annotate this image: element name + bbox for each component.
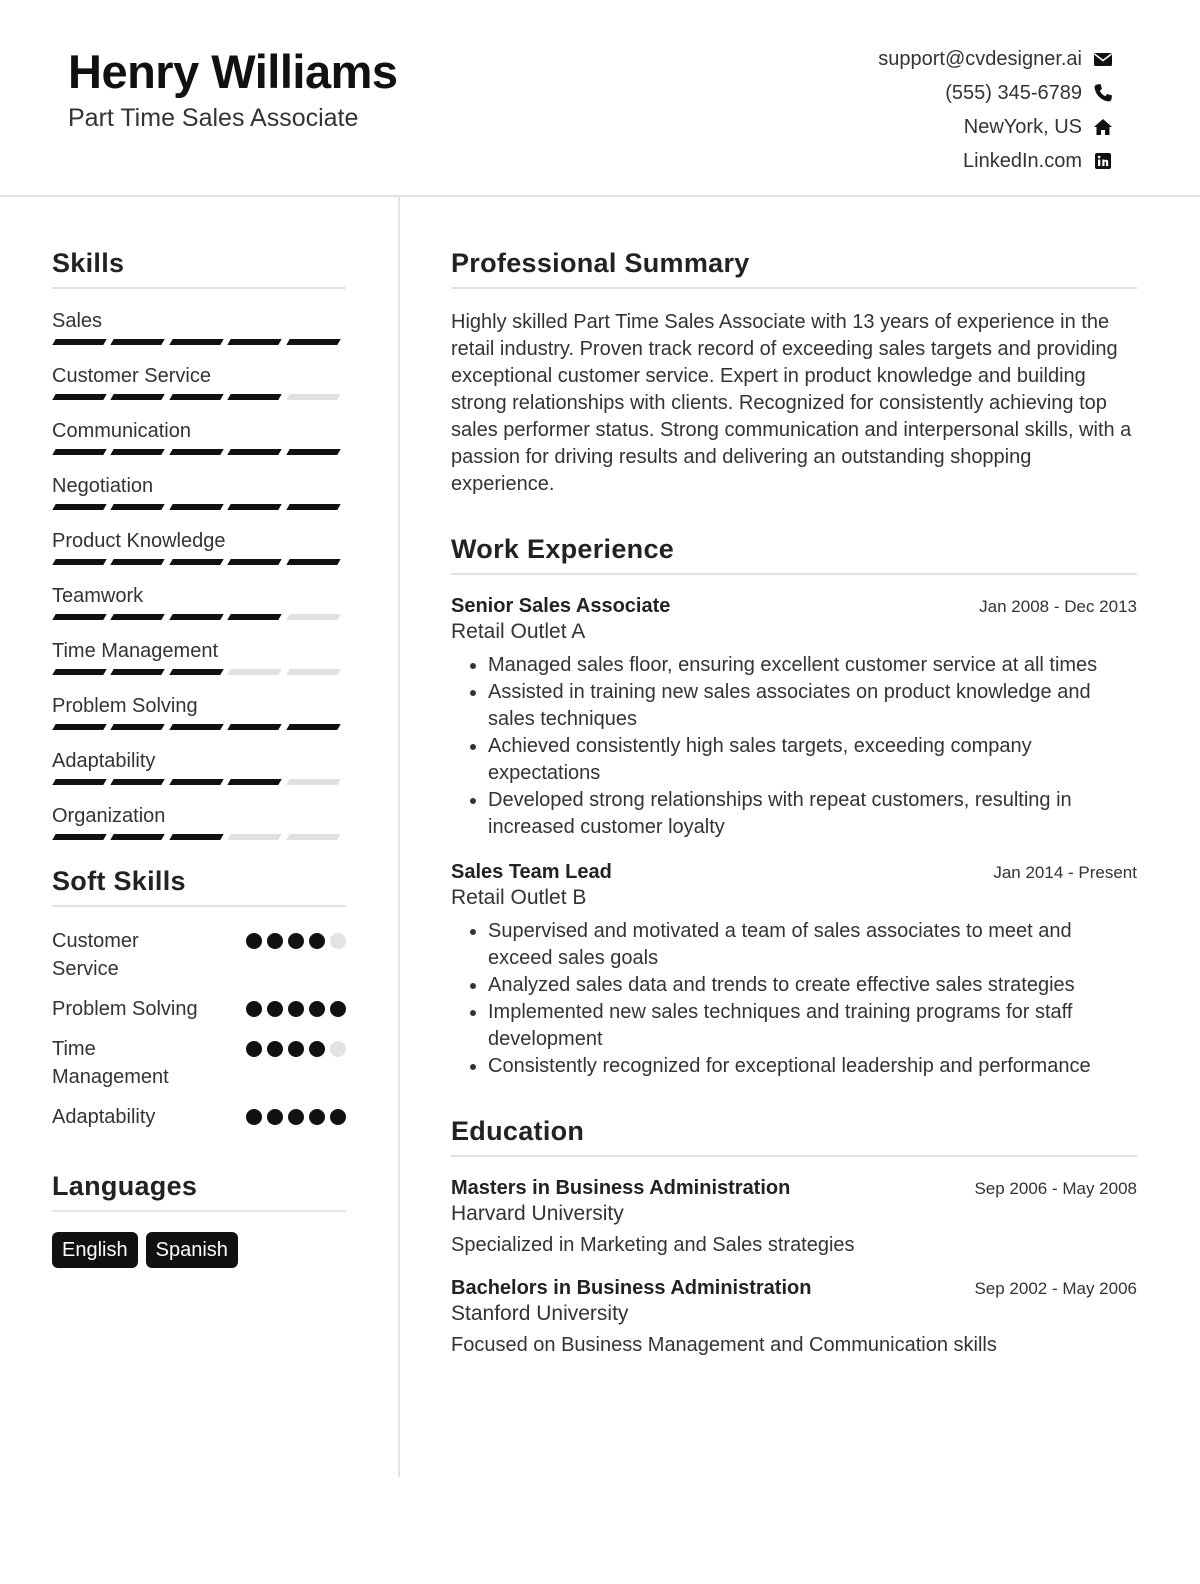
skill-level-segment [111, 339, 166, 345]
skill-level-segment [227, 339, 282, 345]
soft-skill-item [52, 1035, 346, 1091]
rating-dot [309, 1041, 325, 1057]
contact-email-text[interactable]: support@cvdesigner.ai [878, 47, 1082, 70]
rating-dot [288, 1109, 304, 1125]
skill-level-segment [169, 504, 224, 510]
education-title: Education [451, 1116, 1137, 1157]
job-bullet: • Assisted in training new sales associates on product knowledge and sales techniques [488, 679, 1137, 733]
skills-list [52, 309, 346, 840]
job-company: Retail Outlet A [451, 620, 586, 643]
rating-dot [267, 933, 283, 949]
job-title: Senior Sales Associate [451, 595, 671, 617]
rating-dot [246, 1109, 262, 1125]
summary-text: Highly skilled Part Time Sales Associate with 13 years of experience in the retail industry. Proven track record of exceeding sales targets and providing exceptional customer service. Expert in product knowledge and building strong relationships with clients. Recognized for consistently achieving top sales performer status. Strong communication and interpersonal skills, with a passion for driving results and delivering an outstanding shopping experience. [451, 311, 1132, 495]
skill-item [52, 584, 346, 620]
soft-skill-item [52, 927, 346, 983]
skill-level-bar [52, 559, 346, 565]
education-degree: Masters in Business Administration [451, 1177, 791, 1199]
soft-skill-item [52, 1103, 346, 1131]
skill-level-segment [111, 834, 166, 840]
skill-level-segment [227, 504, 282, 510]
job-dates: Jan 2014 - Present [993, 863, 1137, 882]
linkedin-icon [1092, 150, 1114, 172]
skill-level-segment [111, 779, 166, 785]
education-description: Focused on Business Management and Communication skills [451, 1334, 997, 1356]
skill-level-bar [52, 339, 346, 345]
skill-level-bar [52, 724, 346, 730]
skill-level-segment [52, 834, 107, 840]
job-company: Retail Outlet B [451, 886, 587, 909]
home-icon [1092, 116, 1114, 138]
skill-name: Organization [52, 805, 166, 827]
skill-level-segment [286, 779, 341, 785]
skill-level-segment [169, 614, 224, 620]
contact-linkedin[interactable] [878, 144, 1114, 178]
skill-level-segment [169, 834, 224, 840]
contact-email[interactable] [878, 42, 1114, 76]
skill-level-segment [52, 339, 107, 345]
job-entry [451, 861, 1137, 1080]
education-dates: Sep 2002 - May 2006 [974, 1279, 1137, 1298]
job-entry [451, 595, 1137, 841]
job-bullet: • Achieved consistently high sales targets, exceeding company expectations [488, 733, 1137, 787]
rating-dot [267, 1001, 283, 1017]
soft-skills-title: Soft Skills [52, 866, 346, 907]
skill-item [52, 694, 346, 730]
rating-dot [330, 1001, 346, 1017]
skill-name: Negotiation [52, 475, 154, 497]
contact-location [878, 110, 1114, 144]
skill-item [52, 639, 346, 675]
language-badge: English [52, 1232, 138, 1268]
soft-skill-name: Customer Service [52, 930, 139, 980]
job-header [451, 861, 1137, 884]
job-bullet: • Implemented new sales techniques and training programs for staff development [488, 999, 1137, 1053]
soft-skill-name: Adaptability [52, 1106, 156, 1128]
languages-list [52, 1232, 346, 1268]
skill-item [52, 529, 346, 565]
candidate-title: Part Time Sales Associate [68, 104, 359, 132]
skill-level-segment [286, 559, 341, 565]
education-header [451, 1177, 1137, 1200]
skill-name: Sales [52, 310, 103, 332]
rating-dot [330, 1109, 346, 1125]
education-description: Specialized in Marketing and Sales strategies [451, 1234, 855, 1256]
skill-level-bar [52, 834, 346, 840]
skills-title: Skills [52, 248, 346, 289]
column-divider [398, 197, 400, 1477]
summary-title: Professional Summary [451, 248, 1137, 289]
skill-level-segment [227, 449, 282, 455]
rating-dot [330, 933, 346, 949]
skill-level-bar [52, 614, 346, 620]
contact-list [878, 42, 1114, 178]
education-list [451, 1177, 1137, 1357]
skill-level-segment [286, 834, 341, 840]
skill-level-segment [227, 724, 282, 730]
rating-dot [309, 933, 325, 949]
skill-level-segment [111, 504, 166, 510]
rating-dot [309, 1001, 325, 1017]
languages-title: Languages [52, 1171, 346, 1212]
skill-level-segment [227, 779, 282, 785]
skill-level-segment [52, 504, 107, 510]
soft-skill-rating [241, 927, 346, 983]
skill-name: Problem Solving [52, 695, 198, 717]
rating-dot [246, 1001, 262, 1017]
skill-level-bar [52, 504, 346, 510]
skill-name: Product Knowledge [52, 530, 226, 552]
skill-item [52, 804, 346, 840]
skill-level-segment [286, 724, 341, 730]
skill-level-segment [111, 394, 166, 400]
skill-level-segment [52, 559, 107, 565]
education-entry [451, 1277, 1137, 1357]
contact-phone[interactable] [878, 76, 1114, 110]
skill-level-bar [52, 669, 346, 675]
skill-level-segment [52, 614, 107, 620]
job-dates: Jan 2008 - Dec 2013 [979, 597, 1137, 616]
job-bullet: • Consistently recognized for exceptional leadership and performance [488, 1053, 1137, 1080]
education-entry [451, 1177, 1137, 1257]
skill-level-segment [52, 779, 107, 785]
phone-icon [1092, 82, 1114, 104]
rating-dot [330, 1041, 346, 1057]
skill-level-segment [227, 834, 282, 840]
soft-skill-name: Problem Solving [52, 998, 198, 1020]
skill-level-segment [52, 449, 107, 455]
skill-level-segment [169, 449, 224, 455]
rating-dot [246, 1041, 262, 1057]
job-bullet: • Developed strong relationships with repeat customers, resulting in increased customer loyalty [488, 787, 1137, 841]
skill-item [52, 309, 346, 345]
right-column [451, 248, 1137, 1357]
rating-dot [267, 1041, 283, 1057]
work-list [451, 595, 1137, 1080]
skill-name: Communication [52, 420, 191, 442]
rating-dot [309, 1109, 325, 1125]
skill-level-segment [169, 779, 224, 785]
education-degree: Bachelors in Business Administration [451, 1277, 812, 1299]
job-bullet: • Analyzed sales data and trends to create effective sales strategies [488, 972, 1137, 999]
skill-item [52, 474, 346, 510]
job-title: Sales Team Lead [451, 861, 612, 883]
rating-dot [288, 1001, 304, 1017]
skill-level-segment [286, 669, 341, 675]
soft-skill-rating [241, 1103, 346, 1131]
skill-level-bar [52, 394, 346, 400]
envelope-icon [1092, 48, 1114, 70]
skill-level-segment [227, 669, 282, 675]
skill-level-segment [227, 614, 282, 620]
job-bullet: • Supervised and motivated a team of sales associates to meet and exceed sales goals [488, 918, 1137, 972]
soft-skill-rating [241, 995, 346, 1023]
contact-phone-text[interactable]: (555) 345-6789 [945, 81, 1082, 104]
education-school: Stanford University [451, 1302, 629, 1325]
skill-level-segment [52, 724, 107, 730]
job-bullets [451, 652, 1137, 841]
contact-linkedin-text[interactable]: LinkedIn.com [963, 149, 1082, 172]
skill-level-segment [286, 394, 341, 400]
skill-level-segment [169, 669, 224, 675]
skill-level-segment [111, 724, 166, 730]
skill-level-segment [286, 449, 341, 455]
skill-level-bar [52, 779, 346, 785]
skill-name: Adaptability [52, 750, 156, 772]
left-column [52, 248, 346, 1268]
skill-item [52, 749, 346, 785]
skill-level-segment [111, 669, 166, 675]
skill-level-segment [169, 724, 224, 730]
resume-header [0, 0, 1200, 197]
education-header [451, 1277, 1137, 1300]
skill-level-segment [286, 504, 341, 510]
skill-level-segment [169, 394, 224, 400]
skill-level-segment [286, 614, 341, 620]
job-header [451, 595, 1137, 618]
language-badge: Spanish [146, 1232, 238, 1268]
skill-level-segment [111, 559, 166, 565]
skill-level-segment [111, 614, 166, 620]
education-school: Harvard University [451, 1202, 624, 1225]
skill-level-segment [52, 394, 107, 400]
rating-dot [288, 933, 304, 949]
skill-level-segment [169, 339, 224, 345]
skill-level-segment [286, 339, 341, 345]
skill-level-bar [52, 449, 346, 455]
contact-location-text: NewYork, US [963, 115, 1082, 138]
soft-skill-rating [241, 1035, 346, 1091]
skill-name: Time Management [52, 640, 218, 662]
skill-name: Teamwork [52, 585, 144, 607]
rating-dot [267, 1109, 283, 1125]
skill-item [52, 419, 346, 455]
rating-dot [288, 1041, 304, 1057]
job-bullets [451, 918, 1137, 1080]
rating-dot [246, 933, 262, 949]
skill-item [52, 364, 346, 400]
skill-level-segment [169, 559, 224, 565]
skill-level-segment [111, 449, 166, 455]
soft-skills-list [52, 927, 346, 1131]
soft-skill-item [52, 995, 346, 1023]
skill-level-segment [52, 669, 107, 675]
education-dates: Sep 2006 - May 2008 [974, 1179, 1137, 1198]
job-bullet: • Managed sales floor, ensuring excellent customer service at all times [488, 652, 1137, 679]
skill-level-segment [227, 559, 282, 565]
work-title: Work Experience [451, 534, 1137, 575]
skill-level-segment [227, 394, 282, 400]
skill-name: Customer Service [52, 365, 211, 387]
candidate-name: Henry Williams [68, 45, 398, 98]
soft-skill-name: Time Management [52, 1038, 169, 1088]
